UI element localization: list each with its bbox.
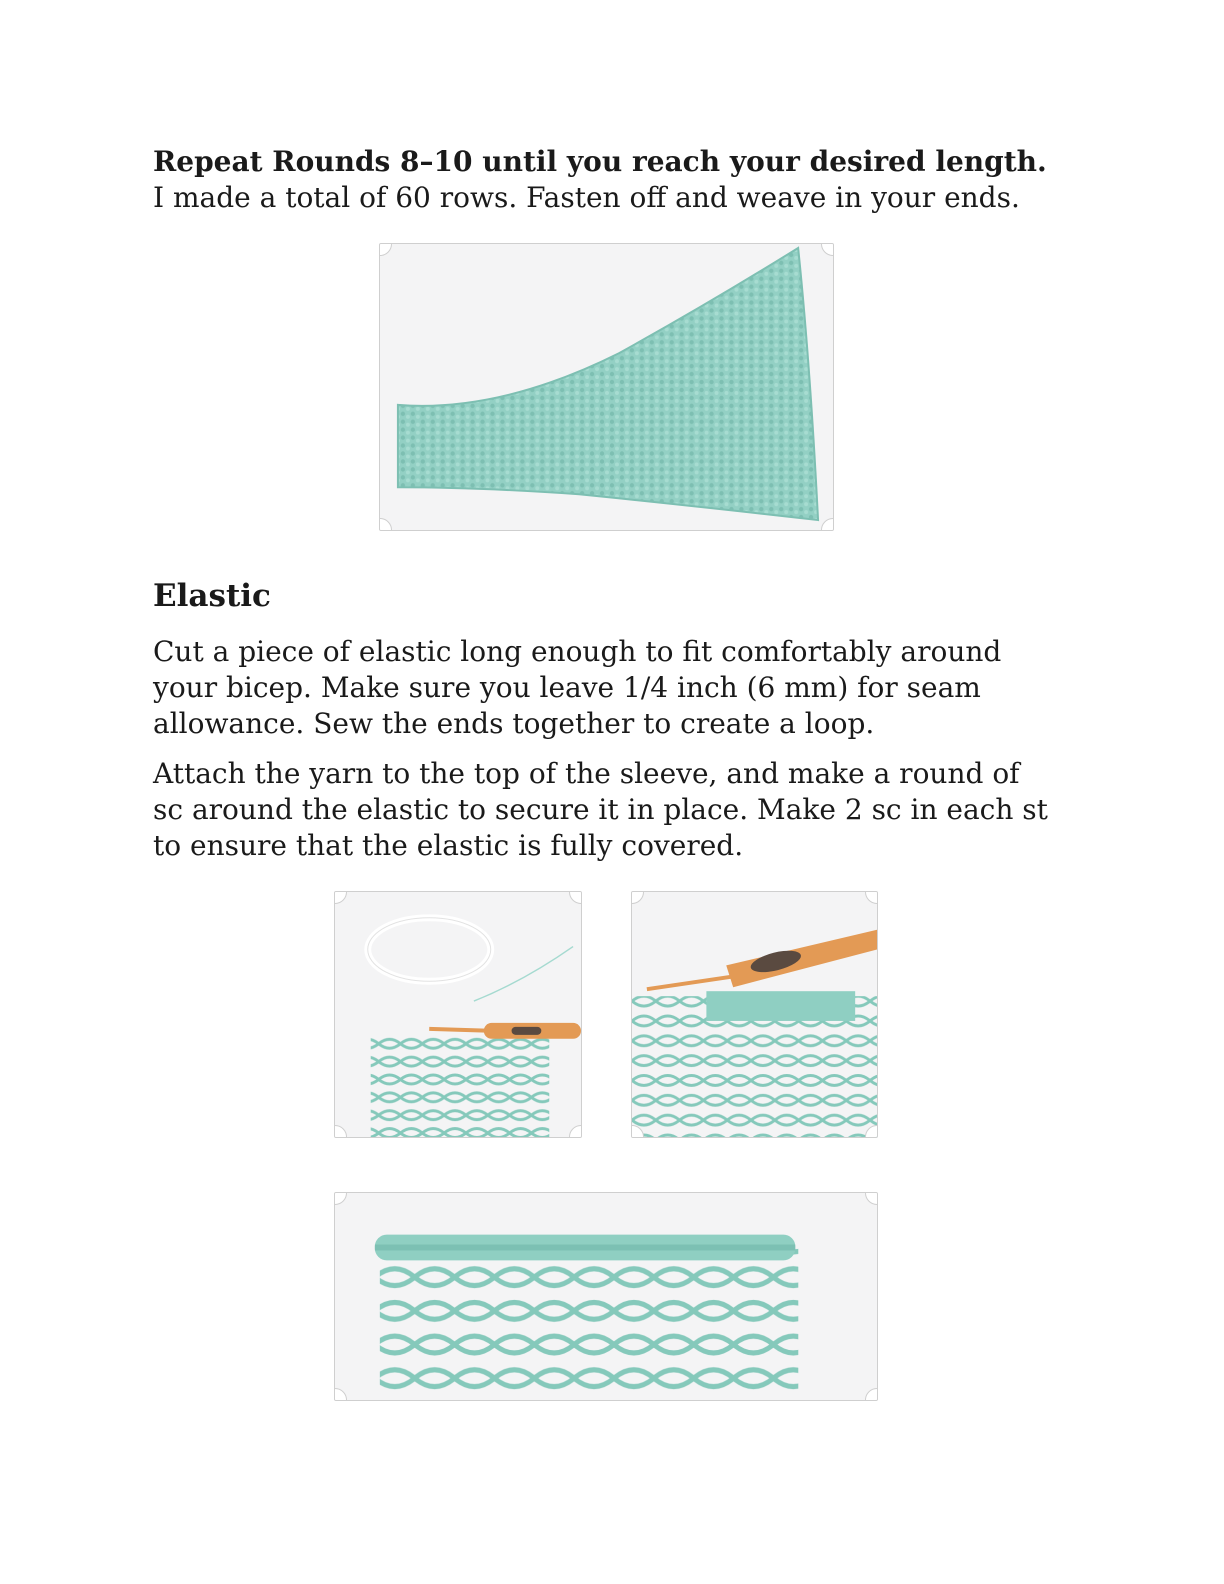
photo-crochet-around-elastic-step [631,891,878,1138]
intro-rest-text: I made a total of 60 rows. Fasten off and weave in your ends. [153,181,1020,214]
elastic-paragraph-2: Attach the yarn to the top of the sleeve, and make a round of sc around the elastic to secure it in place. Make 2 sc in each st to ensure that the elastic is fully covered. [153,757,1048,862]
section-heading-elastic: Elastic [153,578,271,614]
intro-bold-text: Repeat Rounds 8–10 until you reach your desired length. [153,145,1047,178]
elastic-paragraph-1: Cut a piece of elastic long enough to fit comfortably around your bicep. Make sure you leave 1/4 inch (6 mm) for seam allowance. Sew the ends together to create a loop. [153,635,1002,740]
intro-paragraph [153,144,1053,216]
photo-finished-elastic-cuff [334,1192,878,1401]
photo-elastic-loop-step [334,891,582,1138]
photo-flat-sleeve [379,243,834,531]
